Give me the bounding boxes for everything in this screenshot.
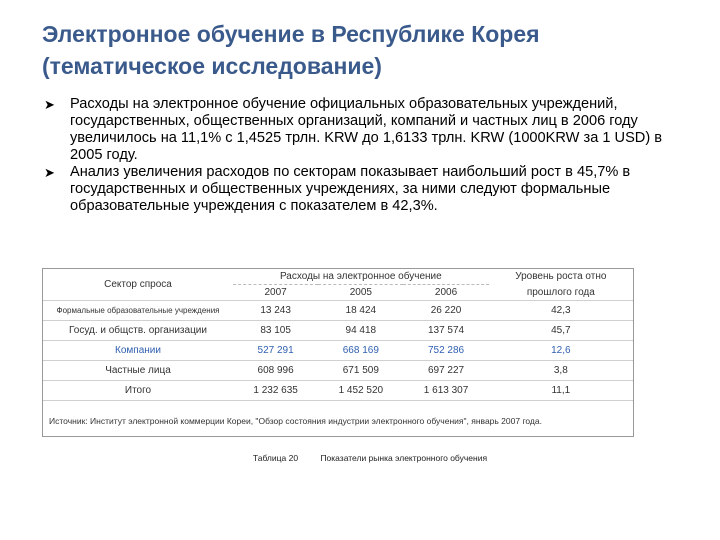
bullet-item [44, 164, 694, 215]
header-year: 2007 [233, 285, 318, 301]
row-growth: 11,1 [489, 381, 633, 401]
row-value: 83 105 [233, 321, 318, 341]
row-value: 1 232 635 [233, 381, 318, 401]
slide-title-line2: (тематическое исследование) [42, 53, 382, 79]
row-value: 94 418 [318, 321, 403, 341]
row-value: 1 613 307 [403, 381, 488, 401]
bullet-text: Расходы на электронное обучение официальных образовательных учреждений, государственных, общественных организаций, компаний и частных лиц в 2006 году увеличилось на 11,1% с 1,4525 трлн. KRW до 1,6133 трлн. KRW (1000KRW за 1 USD) в 2005 году. [70, 96, 663, 163]
slide-title-line1: Электронное обучение в Республике Корея [42, 21, 540, 47]
header-growth-line2: прошлого года [526, 286, 595, 298]
arrow-bullet-icon: ➤ [44, 165, 55, 180]
row-value: 527 291 [233, 341, 318, 361]
row-value: 18 424 [318, 301, 403, 321]
header-spending: Расходы на электронное обучение [279, 271, 442, 282]
row-sector: Частные лица [43, 361, 233, 381]
arrow-bullet-icon: ➤ [44, 97, 55, 112]
row-value: 26 220 [403, 301, 488, 321]
table-source: Источник: Институт электронной коммерции Кореи, "Обзор состояния индустрии электронного обучения", январь 2007 года. [43, 401, 633, 437]
row-value: 668 169 [318, 341, 403, 361]
row-sector: Формальные образовательные учреждения [43, 301, 233, 321]
bullet-list [44, 96, 694, 215]
row-value: 13 243 [233, 301, 318, 321]
row-sector: Итого [43, 381, 233, 401]
row-value: 671 509 [318, 361, 403, 381]
table-caption-text: Показатели рынка электронного обучения [320, 453, 488, 463]
header-year: 2005 [318, 285, 403, 301]
table-caption-label: Таблица 20 [252, 453, 299, 463]
table-source-row [43, 401, 633, 437]
slide-title [42, 18, 702, 82]
row-sector: Компании [43, 341, 233, 361]
table-row-total [43, 381, 633, 401]
e-learning-spending-table [43, 269, 633, 436]
header-growth-line1: Уровень роста отно [515, 271, 607, 283]
table-row [43, 321, 633, 341]
bullet-text: Анализ увеличения расходов по секторам показывает наибольший рост в 45,7% в государственных и общественных учреждениях, за ними следуют формальные образовательные учреждения с показателем в 42,3%. [70, 164, 631, 214]
data-table-container [42, 268, 634, 437]
row-value: 137 574 [403, 321, 488, 341]
row-growth: 12,6 [489, 341, 633, 361]
table-row [43, 341, 633, 361]
row-sector: Госуд. и общств. организации [43, 321, 233, 341]
table-caption [0, 453, 720, 463]
table-row [43, 361, 633, 381]
row-growth: 45,7 [489, 321, 633, 341]
row-growth: 3,8 [489, 361, 633, 381]
row-value: 752 286 [403, 341, 488, 361]
bullet-item [44, 96, 694, 164]
table-row [43, 301, 633, 321]
header-sector: Сектор спроса [104, 279, 172, 290]
row-value: 697 227 [403, 361, 488, 381]
row-growth: 42,3 [489, 301, 633, 321]
table-header-row [43, 269, 633, 285]
row-value: 608 996 [233, 361, 318, 381]
header-year: 2006 [403, 285, 488, 301]
row-value: 1 452 520 [318, 381, 403, 401]
